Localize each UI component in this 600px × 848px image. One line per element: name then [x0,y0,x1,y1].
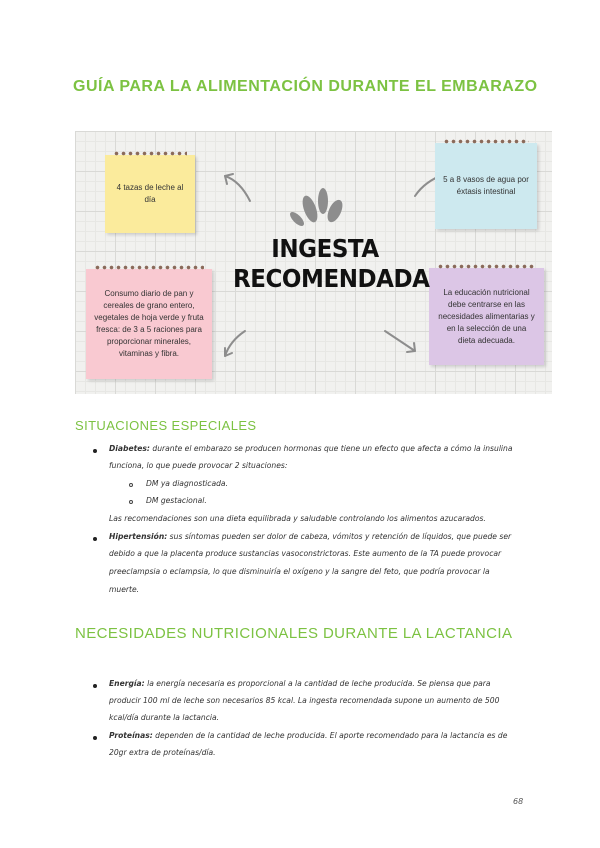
section-heading-lactancia: NECESIDADES NUTRICIONALES DURANTE LA LACTANCIA [75,625,513,642]
bullet [93,736,97,740]
note-milk [105,155,195,233]
infographic-banner [75,131,552,394]
bullet [93,537,97,541]
infographic-title-line1: INGESTA [271,234,379,263]
note-milk-text: 4 tazas de leche al día [116,183,184,204]
hipertension-text-4: muerte. [109,585,140,594]
section-heading-situaciones: SITUACIONES ESPECIALES [75,418,257,433]
energia-line-1 [109,676,491,693]
sub-bullet [129,483,133,487]
proteinas-line-1 [109,728,507,745]
diabetes-text-2: funciona, lo que puede provocar 2 situaciones: [109,461,288,470]
note-education-text: La educación nutricional debe centrarse en las necesidades alimentarias y en la selección de una dieta adecuada. [438,287,535,345]
hipertension-text-3: preeclampsia o eclampsia, lo que disminuiría el oxígeno y la sangre del feto, que podría provocar la [109,567,490,576]
page-number: 68 [513,797,524,806]
sub-bullet [129,500,133,504]
energia-label: Energía: [109,679,145,688]
note-water [435,143,537,229]
note-cereals [86,269,212,379]
energia-text-1: la energía necesaria es proporcional a la cantidad de leche producida. Se piensa que para [144,679,491,688]
infographic-title [233,234,430,294]
sub-item-2: DM gestacional. [146,496,207,505]
hipertension-text-2: debido a que la placenta produce sustancias vasoconstrictoras. Este aumento de la TA puede provocar [109,549,502,558]
infographic-title-line2: RECOMENDADA [233,264,430,293]
note-water-text: 5 a 8 vasos de agua por éxtasis intestinal [443,175,529,196]
sub-item-1: DM ya diagnosticada. [146,479,228,488]
diabetes-text-1: durante el embarazo se producen hormonas que tiene un efecto que afecta a cómo la insulina [149,444,513,453]
recomendaciones-text: Las recomendaciones son una dieta equilibrada y saludable controlando los alimentos azucarados. [109,514,486,523]
diabetes-label: Diabetes: [109,444,150,453]
energia-text-3: kcal/día durante la lactancia. [109,713,220,722]
proteinas-text-1: dependen de la cantidad de leche producida. El aporte recomendado para la lactancia es de [152,731,508,740]
bullet [93,684,97,688]
proteinas-text-2: 20gr extra de proteínas/día. [109,748,216,757]
spiral-rings [94,263,204,272]
spiral-rings [437,262,536,271]
hipertension-line-1 [109,529,511,546]
hipertension-text-1: sus síntomas pueden ser dolor de cabeza, vómitos y retención de líquidos, que puede ser [167,532,512,541]
note-education [429,268,544,365]
hipertension-label: Hipertensión: [109,532,168,541]
bullet [93,449,97,453]
proteinas-label: Proteínas: [109,731,153,740]
spiral-rings [113,149,187,158]
energia-text-2: producir 100 ml de leche son necesarios 85 kcal. La ingesta recomendada supone un aumento de 500 [109,696,500,705]
diabetes-line-1 [109,441,513,458]
page-title: GUÍA PARA LA ALIMENTACIÓN DURANTE EL EMBARAZO [73,78,538,95]
spiral-rings [443,137,529,146]
note-cereals-text: Consumo diario de pan y cereales de grano entero, vegetales de hoja verde y fruta fresca: de 3 a 5 raciones para proporcionar minerales, vitaminas y fibra. [94,289,204,358]
